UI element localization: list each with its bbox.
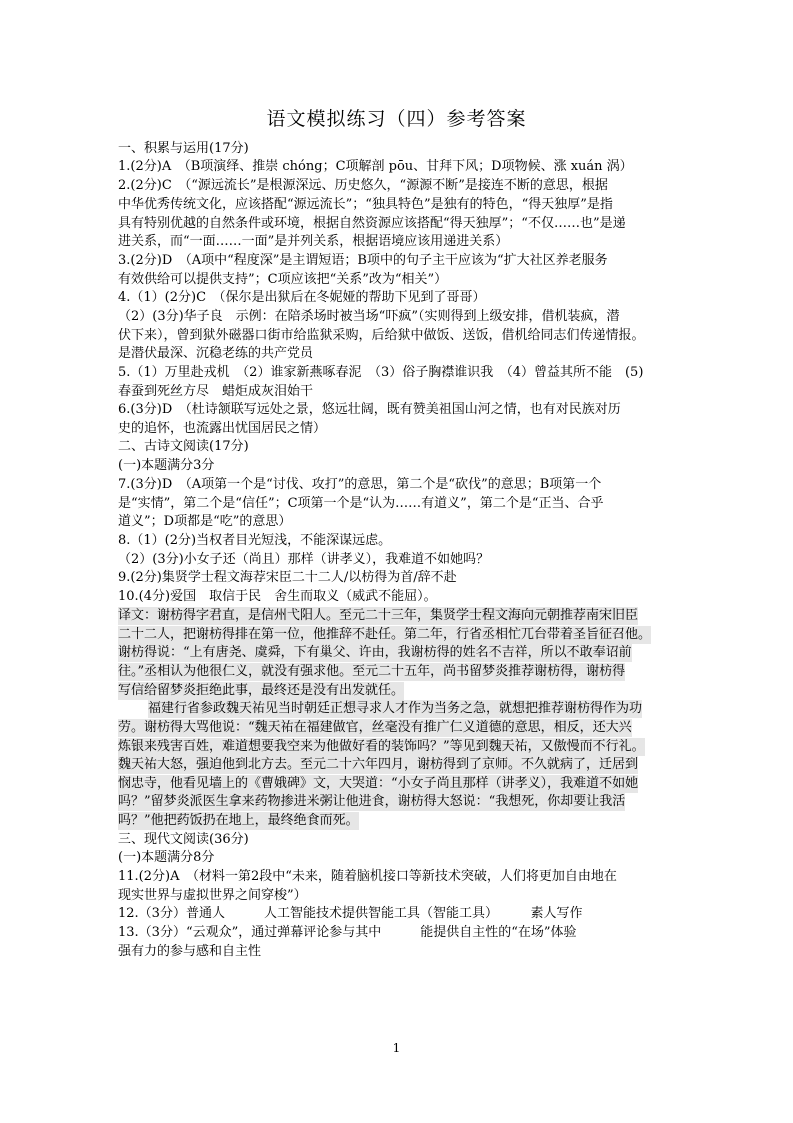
answer-line: 5.（1）万里赴戎机 （2）谁家新燕啄春泥 （3）俗子胸襟谁识我 （4）曾益其所不能 (5) xyxy=(118,365,644,380)
answer-line: 伏下来），曾到狱外磁器口街市给监狱采购，后给狱中做饭、送饭，借机给同志们传递情报。 xyxy=(118,328,645,343)
answer-line: 8.（1）(2分)当权者目光短浅，不能深谋远虑。 xyxy=(118,533,392,548)
answer-line: 11.(2分)A （材料一第2段中“未来，随着脑机接口等新技术突破，人们将更加自由地在 xyxy=(118,869,617,884)
translation-line: 译文：谢枋得字君直，是信州弋阳人。至元二十三年，集贤学士程文海向元朝推荐南宋旧臣 xyxy=(118,608,639,623)
answer-line: 进关系，而“一面……一面”是并列关系，根据语境应该用递进关系） xyxy=(118,234,509,249)
translation-line: 吗？”留梦炎派医生拿来药物掺进米粥让他进食，谢枋得大怒说：“我想死，你却要让我活 xyxy=(118,794,626,809)
section-heading: 三、现代文阅读(36分) xyxy=(118,832,249,847)
translation-line: 炼银来残害百姓，难道想要我空来为他做好看的装饰吗？”等见到魏天祐，又傲慢而不行礼。 xyxy=(118,739,645,754)
subsection-heading: (一)本题满分8分 xyxy=(118,850,215,865)
answer-line: 1.(2分)A （B项演绎、推崇 chóng；C项解剖 pōu、甘拜下风；D项物候、涨 xuán 涡） xyxy=(118,159,633,174)
answer-line: 10.(4分)爱国 取信于民 舍生而取义（威武不能屈）。 xyxy=(118,589,437,604)
answer-line: 史的追怀，也流露出忧国居民之情） xyxy=(118,421,327,436)
answer-line: 12.（3分）普通人 人工智能技术提供智能工具（智能工具） 素人写作 xyxy=(118,906,583,921)
answer-line: 现实世界与虚拟世界之间穿梭”） xyxy=(118,888,307,903)
translation-line: 魏天祐大怒，强迫他到北方去。至元二十六年四月，谢枋得到了京师。不久就病了，迁居到 xyxy=(118,757,639,772)
translation-line: 悯忠寺，他看见墙上的《曹娥碑》文，大哭道：“小女子尚且那样（讲孝义），我难道不如她 xyxy=(118,776,639,791)
section-heading: 一、积累与运用(17分) xyxy=(118,141,249,156)
answer-line: 3.(2分)D （A项中“程度深”是主谓短语；B项中的句子主干应该为“扩大社区养老服务 xyxy=(118,253,608,268)
answer-line: 具有特别优越的自然条件或环境，根据自然资源应该搭配“得天独厚”；“不仅……也”是递 xyxy=(118,216,626,231)
answer-line: （2）(3分)华子良 示例：在陪杀场时被当场“吓疯”（实则得到上级安排，借机装疯，潜 xyxy=(118,309,620,324)
translation-line: 写信给留梦炎拒绝此事，最终还是没有出发就任。 xyxy=(118,683,405,698)
answer-line: 13.（3分）“云观众”，通过弹幕评论参与其中 能提供自主性的“在场”体验 xyxy=(118,925,577,940)
answer-line: 道义”；D项都是“吃”的意思） xyxy=(118,514,292,529)
answer-line: 7.(3分)D （A项第一个是“讨伐、攻打”的意思，第二个是“砍伐”的意思；B项第一个 xyxy=(118,477,602,492)
answer-line: 2.(2分)C （“源远流长”是根源深远、历史悠久，“源源不断”是接连不断的意思，根据 xyxy=(118,178,608,193)
section-heading: 二、古诗文阅读(17分) xyxy=(118,439,249,454)
answer-line: 4.（1）(2分)C （保尔是出狱后在冬妮娅的帮助下见到了哥哥） xyxy=(118,290,486,305)
answer-line: 有效供给可以提供支持”；C项应该把“关系”改为“相关”） xyxy=(118,272,448,287)
answer-line: 6.(3分)D （杜诗颔联写远处之景，悠远壮阔，既有赞美祖国山河之情，也有对民族对历 xyxy=(118,402,621,417)
translation-line: 福建行省参政魏天祐见当时朝廷正想寻求人才作为当务之急，就想把推荐谢枋得作为功 xyxy=(148,701,643,716)
answer-line: 是“实情”，第二个是“信任”；C项第一个是“认为……有道义”，第二个是“正当、合乎 xyxy=(118,496,604,511)
translation-line: 二十二人，把谢枋得排在第一位，他推辞不赴任。第二年，行省丞相忙兀台带着圣旨征召他。 xyxy=(118,627,652,642)
subsection-heading: (一)本题满分3分 xyxy=(118,458,215,473)
answer-line: 强有力的参与感和自主性 xyxy=(118,944,262,959)
page-number: 1 xyxy=(392,1041,401,1055)
translation-line: 劳。谢枋得大骂他说：“魏天祐在福建做官，丝毫没有推广仁义道德的意思，相反，还大兴 xyxy=(118,720,632,735)
translation-line: 吗？”他把药饭扔在地上，最终绝食而死。 xyxy=(118,813,359,828)
translation-line: 往。”丞相认为他很仁义，就没有强求他。至元二十五年，尚书留梦炎推荐谢枋得，谢枋得 xyxy=(118,664,626,679)
answer-line: （2）(3分)小女子还（尚且）那样（讲孝义），我难道不如她吗？ xyxy=(118,552,490,567)
document-title: 语文模拟练习（四）参考答案 xyxy=(266,108,527,130)
answer-line: 中华优秀传统文化，应该搭配“源远流长”；“独具特色”是独有的特色，“得天独厚”是指 xyxy=(118,197,613,212)
answer-line: 9.(2分)集贤学士程文海荐宋臣二十二人/以枋得为首/辞不赴 xyxy=(118,570,457,585)
answer-line: 春蚕到死丝方尽 蜡炬成灰泪始干 xyxy=(118,384,314,399)
answer-line: 是潜伏最深、沉稳老练的共产党员 xyxy=(118,346,314,361)
translation-line: 谢枋得说：“上有唐尧、虞舜，下有巢父、许由，我谢枋得的姓名不吉祥，所以不敢奉诏前 xyxy=(118,645,632,660)
